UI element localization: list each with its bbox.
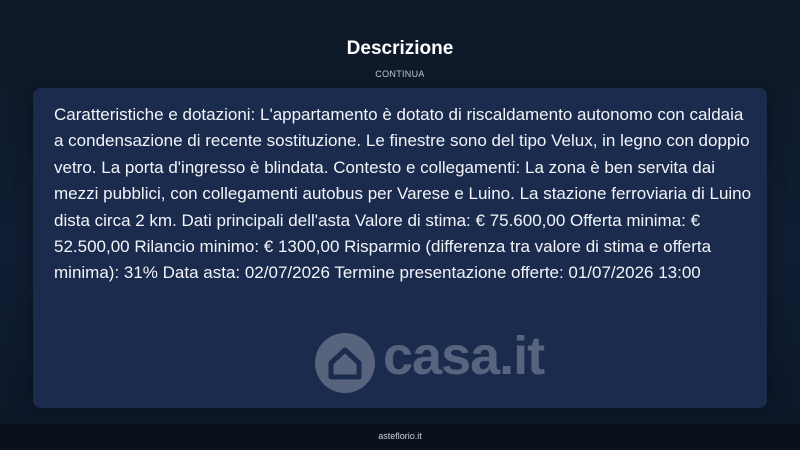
watermark-logo	[281, 323, 581, 393]
description-card	[33, 88, 767, 408]
description-text: Caratteristiche e dotazioni: L'appartamento è dotato di riscaldamento autonomo con caldaia a condensazione di recente sostituzione. Le finestre sono del tipo Velux, in legno con doppio vetro. La porta d'ingresso è blindata. Contesto e collegamenti: La zona è ben servita dai mezzi pubblici, con collegamenti autobus per Varese e Luino. La stazione ferroviaria di Luino dista circa 2 km. Dati principali dell'asta Valore di stima: € 75.600,00 Offerta minima: € 52.500,00 Rilancio minimo: € 1300,00 Risparmio (differenza tra valore di stima e offerta minima): 31% Data asta: 02/07/2026 Termine presentazione offerte: 01/07/2026 13:00	[54, 105, 752, 283]
watermark-text: casa.it	[383, 326, 545, 386]
continue-link[interactable]: CONTINUA	[375, 69, 425, 79]
section-title: Descrizione	[346, 38, 454, 59]
house-icon	[315, 333, 375, 393]
footer	[0, 424, 800, 450]
source-label: asteflorio.it	[378, 431, 422, 441]
